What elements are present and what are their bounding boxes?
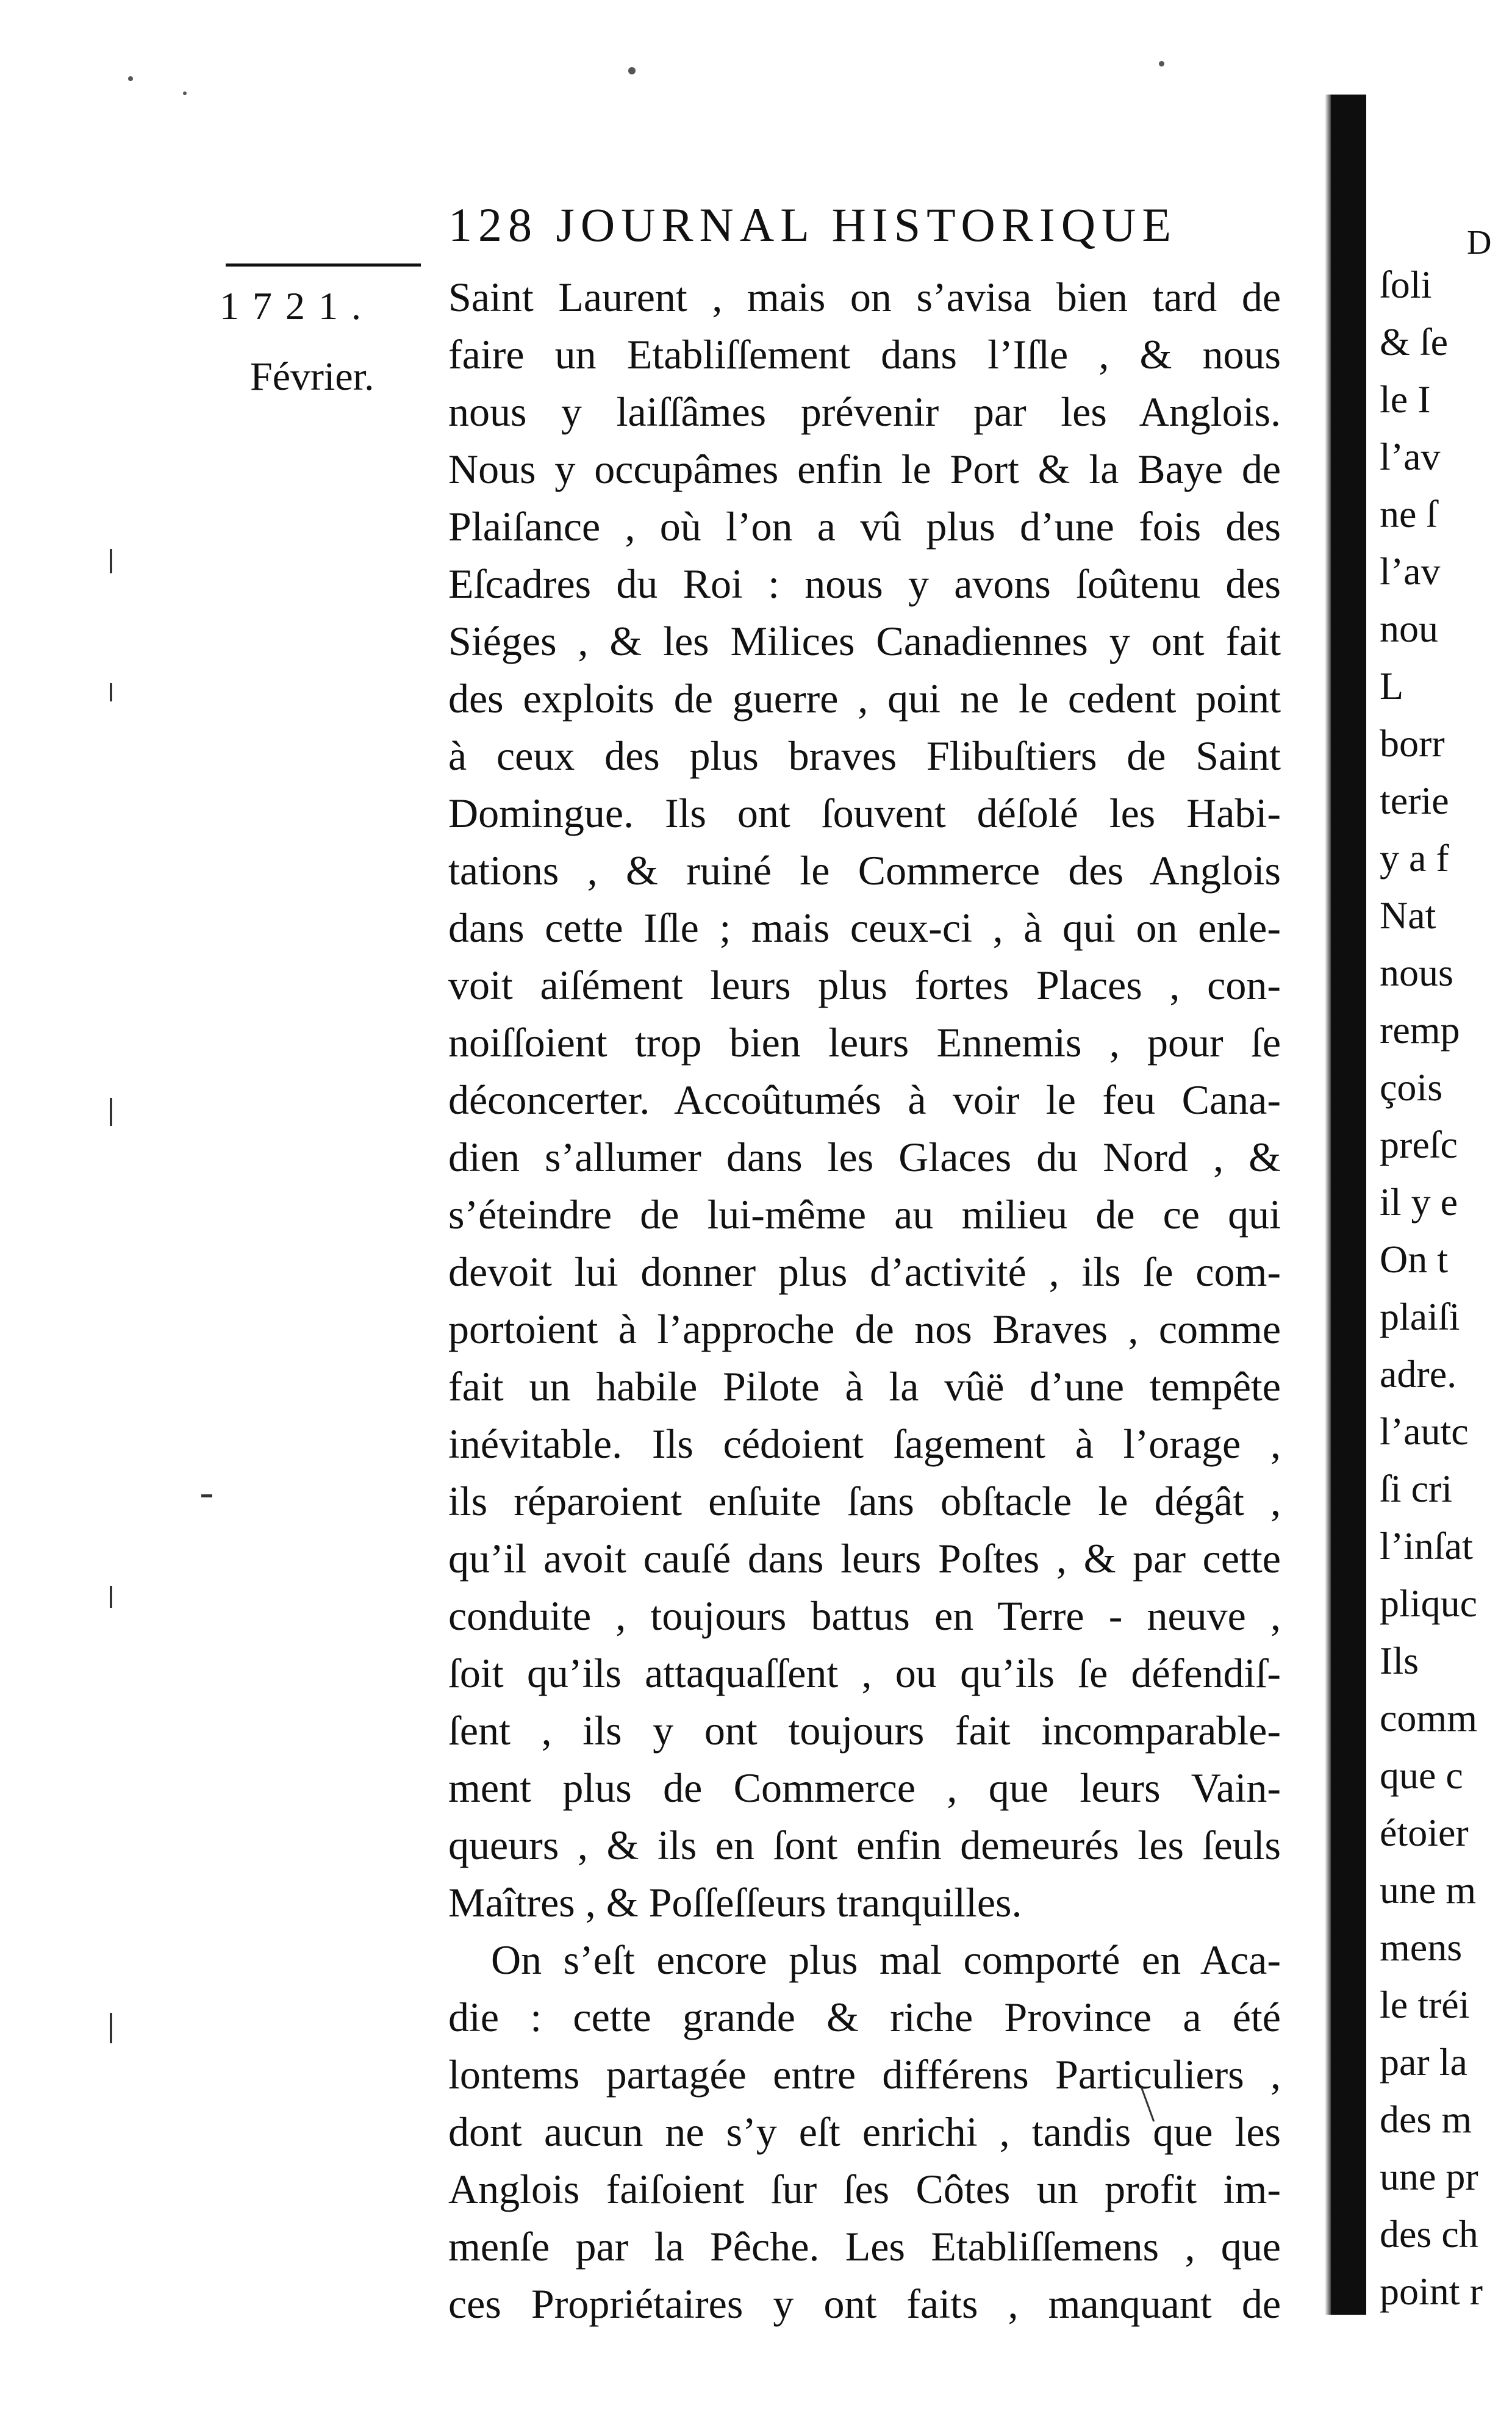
scan-speck — [183, 91, 187, 95]
facing-text-line: une m — [1380, 1868, 1477, 1912]
text-line: ſent , ils y ont toujours fait incomparable- — [448, 1707, 1281, 1754]
running-header: 128 JOURNAL HISTORIQUE — [448, 198, 1177, 251]
facing-text-line: remp — [1380, 1008, 1460, 1052]
text-line: Nous y occupâmes enfin le Port & la Baye de — [448, 446, 1281, 492]
facing-text-line: il y e — [1380, 1180, 1458, 1224]
facing-text-line: ne ſ — [1380, 492, 1438, 536]
text-line: Eſcadres du Roi : nous y avons ſoûtenu des — [448, 561, 1281, 607]
facing-text-line: comm — [1380, 1696, 1477, 1740]
facing-text-line: plaiſi — [1380, 1295, 1460, 1338]
text-line: Siéges , & les Milices Canadiennes y ont fait — [448, 618, 1281, 664]
facing-text-line: nou — [1380, 607, 1438, 650]
facing-text-line: le tréi — [1380, 1983, 1470, 2026]
text-line: portoient à l’approche de nos Braves , comme — [448, 1306, 1281, 1352]
scan-speck — [628, 67, 636, 74]
text-line: dien s’allumer dans les Glaces du Nord , & — [448, 1134, 1281, 1180]
facing-text-line: par la — [1380, 2040, 1467, 2084]
text-line: ils réparoient enſuite ſans obſtacle le dégât , — [448, 1478, 1281, 1524]
scan-mark — [110, 683, 112, 701]
facing-page-header: D — [1467, 224, 1492, 262]
book-gutter — [1331, 95, 1366, 2315]
facing-text-line: étoier — [1380, 1811, 1469, 1854]
text-line: ment plus de Commerce , que leurs Vain- — [448, 1765, 1281, 1811]
facing-text-line: l’inſat — [1380, 1524, 1473, 1568]
margin-rule — [226, 263, 421, 267]
facing-text-line: preſc — [1380, 1123, 1458, 1166]
text-line: Domingue. Ils ont ſouvent déſolé les Habi- — [448, 790, 1281, 836]
text-line: menſe par la Pêche. Les Etabliſſemens , que — [448, 2223, 1281, 2270]
facing-text-line: adre. — [1380, 1352, 1457, 1396]
scan-mark — [110, 549, 112, 573]
scan-speck — [128, 76, 133, 81]
facing-text-line: point r — [1380, 2270, 1483, 2313]
text-line: Anglois faiſoient ſur ſes Côtes un profit im- — [448, 2166, 1281, 2212]
main-text-block — [448, 268, 1281, 2332]
facing-text-line: pliquc — [1380, 1582, 1477, 1625]
text-line: lontems partagée entre différens Particuliers , — [448, 2051, 1281, 2098]
text-line: Maîtres , & Poſſeſſeurs tranquilles. — [448, 1879, 1022, 1926]
facing-text-line: que c — [1380, 1754, 1463, 1797]
text-line: noiſſoient trop bien leurs Ennemis , pour ſe — [448, 1019, 1281, 1066]
facing-page-fragment — [1380, 220, 1512, 2320]
facing-text-line: une pr — [1380, 2155, 1478, 2198]
scan-speck — [1159, 61, 1164, 66]
facing-text-line: terie — [1380, 779, 1449, 822]
text-line: déconcerter. Accoûtumés à voir le feu Cana- — [448, 1077, 1281, 1123]
facing-text-line: Nat — [1380, 894, 1436, 937]
text-line: dont aucun ne s’y eſt enrichi , tandis que les — [448, 2109, 1281, 2155]
text-line: ſoit qu’ils attaquaſſent , ou qu’ils ſe défendiſ- — [448, 1650, 1281, 1696]
facing-text-line: le I — [1380, 378, 1431, 421]
text-line: fait un habile Pilote à la vûë d’une tempête — [448, 1363, 1281, 1410]
facing-text-line: Ils — [1380, 1639, 1419, 1682]
text-line: conduite , toujours battus en Terre - neuve , — [448, 1593, 1281, 1639]
facing-text-line: l’av — [1380, 550, 1441, 593]
text-line: Saint Laurent , mais on s’avisa bien tard de — [448, 274, 1281, 320]
text-line: devoit lui donner plus d’activité , ils ſe com- — [448, 1249, 1281, 1295]
scan-mark — [110, 1098, 112, 1126]
margin-year-note: 1721. — [220, 284, 374, 328]
text-line: nous y laiſſâmes prévenir par les Anglois. — [448, 389, 1281, 435]
facing-text-line: mens — [1380, 1926, 1463, 1969]
facing-text-line: nous — [1380, 951, 1453, 994]
facing-text-line: & ſe — [1380, 320, 1448, 364]
text-line: queurs , & ils en ſont enfin demeurés les ſeuls — [448, 1822, 1281, 1868]
text-line: die : cette grande & riche Province a été — [448, 1994, 1281, 2040]
text-line: qu’il avoit cauſé dans leurs Poſtes , & par cette — [448, 1535, 1281, 1582]
binding-shadow — [1325, 95, 1331, 2315]
text-line: s’éteindre de lui-même au milieu de ce qui — [448, 1191, 1281, 1238]
text-line: tations , & ruiné le Commerce des Anglois — [448, 847, 1281, 894]
text-line: Plaiſance , où l’on a vû plus d’une fois des — [448, 503, 1281, 550]
text-line: des exploits de guerre , qui ne le cedent point — [448, 675, 1281, 722]
text-line: voit aiſément leurs plus fortes Places , con- — [448, 962, 1281, 1008]
text-line: dans cette Iſle ; mais ceux-ci , à qui on enle- — [448, 905, 1281, 951]
text-line: ces Propriétaires y ont faits , manquant de — [448, 2281, 1281, 2327]
facing-text-line: çois — [1380, 1066, 1443, 1109]
facing-text-line: des m — [1380, 2098, 1472, 2141]
text-line: On s’eſt encore plus mal comporté en Aca- — [491, 1937, 1281, 1983]
facing-text-line: des ch — [1380, 2212, 1478, 2256]
text-line: faire un Etabliſſement dans l’Iſle , & nous — [448, 331, 1281, 378]
facing-text-line: borr — [1380, 722, 1445, 765]
facing-text-line: On t — [1380, 1238, 1448, 1281]
scan-mark — [201, 1494, 212, 1497]
facing-text-line: ſi cri — [1380, 1467, 1453, 1510]
text-line: à ceux des plus braves Flibuſtiers de Saint — [448, 733, 1281, 779]
facing-text-line: y a f — [1380, 836, 1449, 880]
facing-text-line: ſoli — [1380, 263, 1432, 306]
facing-text-line: l’av — [1380, 435, 1441, 478]
scan-mark — [110, 1586, 112, 1608]
margin-month-note: Février. — [250, 354, 374, 399]
text-line: inévitable. Ils cédoient ſagement à l’orage , — [448, 1421, 1281, 1467]
facing-text-line: L — [1380, 664, 1404, 708]
scan-mark — [110, 2013, 112, 2043]
facing-text-line: l’autc — [1380, 1410, 1469, 1453]
